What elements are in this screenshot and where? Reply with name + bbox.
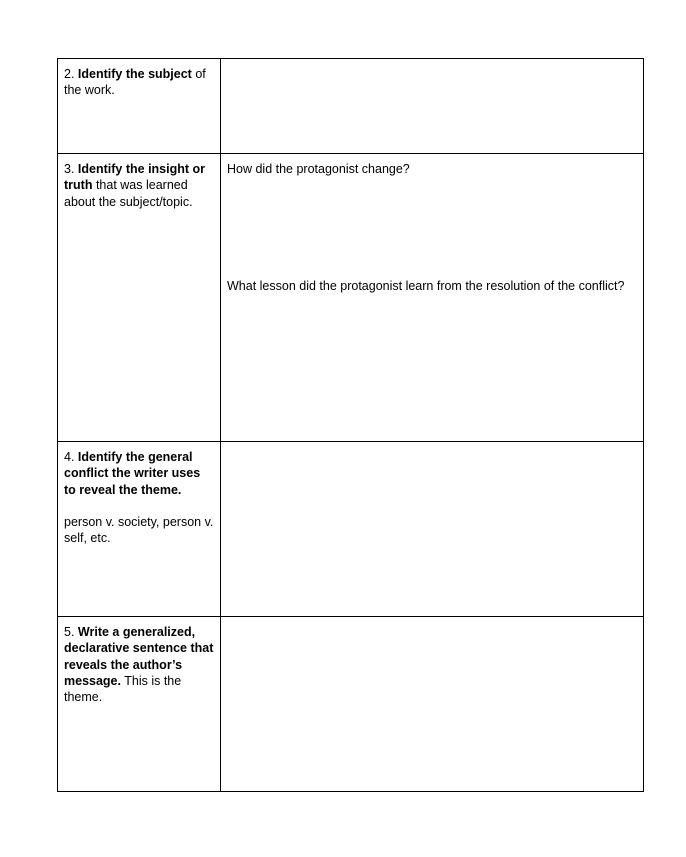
- prompt-bold-text: Identify the insight or truth: [64, 162, 206, 193]
- table-row: [58, 59, 644, 154]
- theme-worksheet-table: [57, 58, 644, 792]
- prompt-bold-text: Identify the subject: [77, 67, 192, 81]
- prompt-bold-text: Identify the general conflict the writer uses to reveal the theme.: [64, 450, 201, 497]
- answer-cell-conflict[interactable]: [221, 442, 644, 617]
- table-row: [58, 154, 644, 442]
- prompt-number: 5.: [64, 625, 75, 639]
- table-row: [58, 442, 644, 617]
- table-row: [58, 617, 644, 792]
- prompt-text: of the work.: [64, 67, 206, 98]
- question-protagonist-lesson: What lesson did the protagonist learn from the resolution of the conflict?: [227, 279, 625, 294]
- answer-cell-theme[interactable]: [221, 617, 644, 792]
- prompt-text: that was learned about the subject/topic.: [64, 178, 193, 209]
- question-protagonist-change: How did the protagonist change?: [227, 162, 410, 176]
- prompt-cell-conflict: [58, 442, 221, 617]
- prompt-cell-theme: [58, 617, 221, 792]
- prompt-text: This is the theme.: [64, 673, 182, 705]
- prompt-cell-subject: [58, 59, 221, 154]
- prompt-number: 2.: [64, 67, 75, 81]
- prompt-number: 4.: [64, 450, 75, 464]
- prompt-number: 3.: [64, 162, 75, 176]
- prompt-bold-text: Write a generalized, declarative sentence that reveals the author’s message.: [64, 625, 214, 688]
- prompt-note: person v. society, person v. self, etc.: [64, 514, 214, 546]
- answer-cell-subject[interactable]: [221, 59, 644, 154]
- answer-cell-insight[interactable]: [221, 154, 644, 442]
- prompt-cell-insight: [58, 154, 221, 442]
